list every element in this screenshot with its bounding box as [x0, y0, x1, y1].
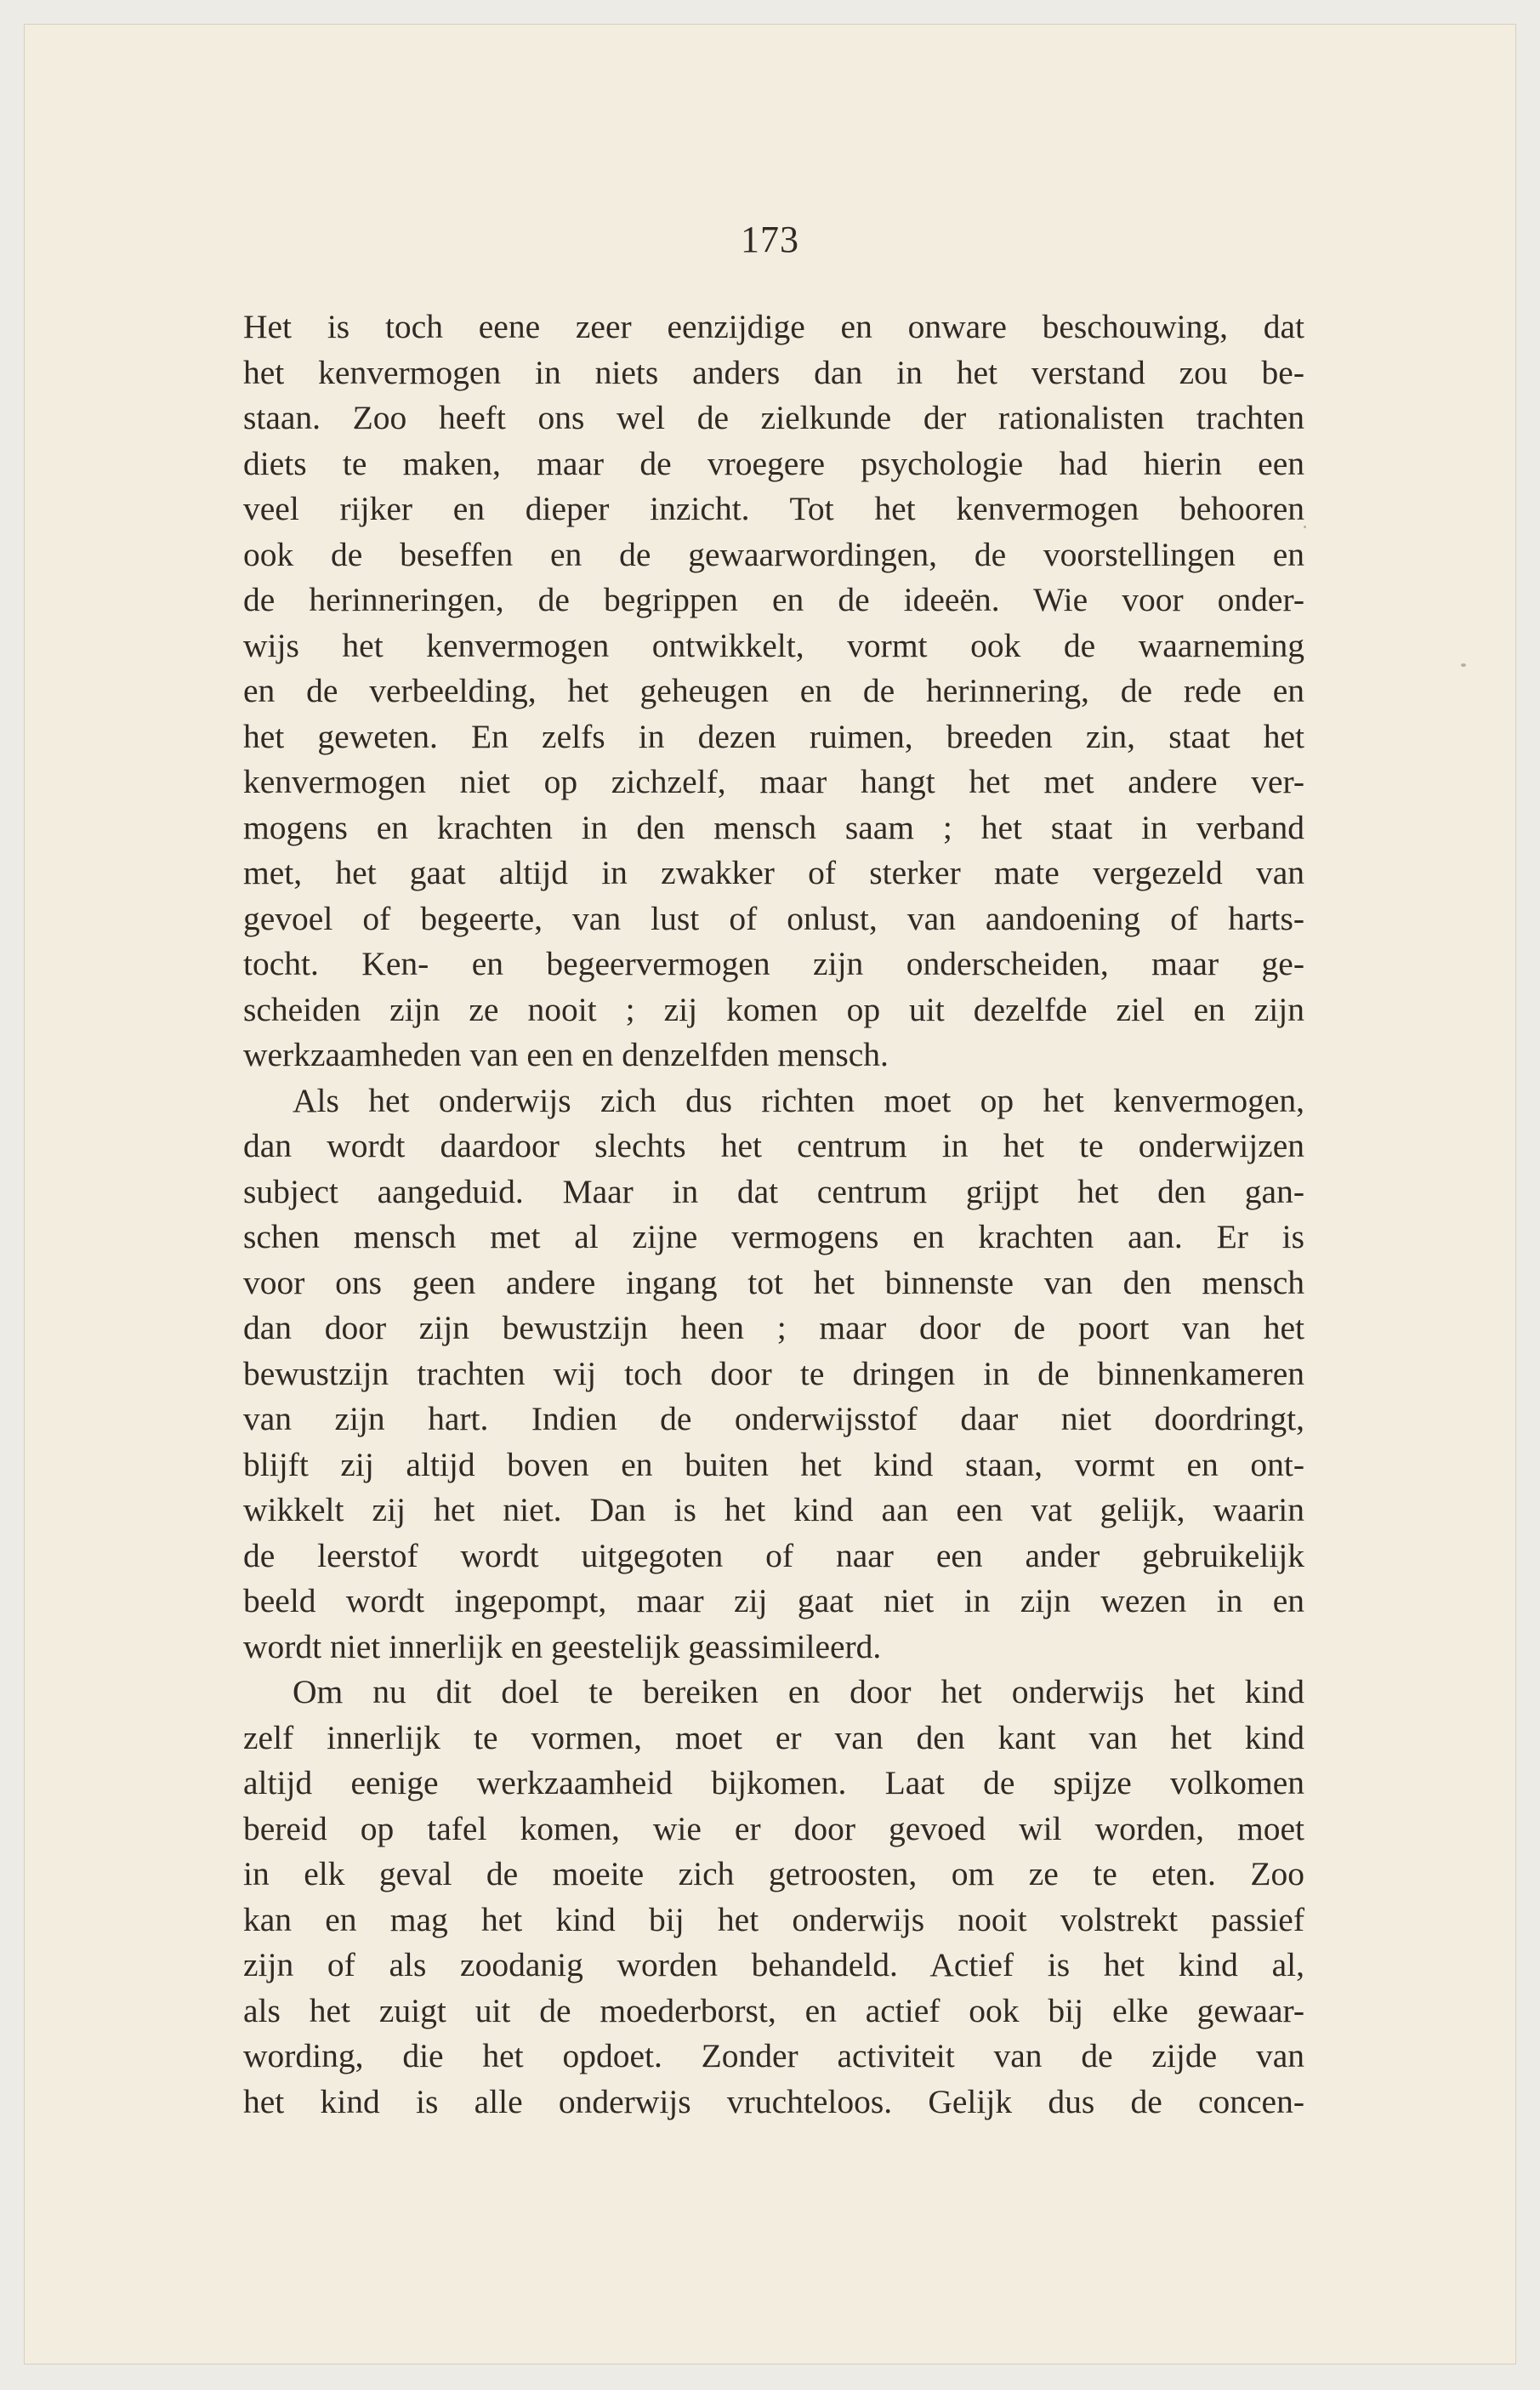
- text-line: schen mensch met al zijne vermogens en krachten aan. Er is: [243, 1218, 1304, 1255]
- text-line: wikkelt zij het niet. Dan is het kind aan een vat gelijk, waarin: [243, 1491, 1304, 1528]
- text-line: bereid op tafel komen, wie er door gevoed wil worden, moet: [243, 1809, 1304, 1847]
- text-line: Als het onderwijs zich dus richten moet op het kenvermogen,: [293, 1081, 1304, 1119]
- text-line: beeld wordt ingepompt, maar zij gaat niet in zijn wezen in en: [243, 1582, 1304, 1619]
- text-line: het kenvermogen in niets anders dan in het verstand zou be-: [243, 353, 1304, 391]
- text-line: bewustzijn trachten wij toch door te dringen in de binnenkameren: [243, 1354, 1304, 1392]
- text-line: de herinneringen, de begrippen en de ideeën. Wie voor onder-: [243, 581, 1304, 618]
- body-text: [243, 304, 1304, 2125]
- text-line: en de verbeelding, het geheugen en de herinnering, de rede en: [243, 672, 1304, 709]
- text-line: zijn of als zoodanig worden behandeld. Actief is het kind al,: [243, 1946, 1304, 1983]
- text-line: de leerstof wordt uitgegoten of naar een ander gebruikelijk: [243, 1536, 1304, 1574]
- text-line: van zijn hart. Indien de onderwijsstof daar niet doordringt,: [243, 1400, 1304, 1437]
- paragraph-2: [243, 1078, 1304, 1670]
- text-line: wijs het kenvermogen ontwikkelt, vormt ook de waarneming: [243, 626, 1304, 664]
- paragraph-3: [243, 1670, 1304, 2125]
- text-line: blijft zij altijd boven en buiten het kind staan, vormt en ont-: [243, 1445, 1304, 1483]
- text-line: het kind is alle onderwijs vruchteloos. Gelijk dus de concen-: [243, 2082, 1304, 2120]
- text-line: veel rijker en dieper inzicht. Tot het kenvermogen behooren: [243, 490, 1304, 527]
- text-line: het geweten. En zelfs in dezen ruimen, breeden zin, staat het: [243, 717, 1304, 755]
- text-line: wordt niet innerlijk en geestelijk geassimileerd.: [243, 1627, 882, 1665]
- text-line: kenvermogen niet op zichzelf, maar hangt het met andere ver-: [243, 763, 1304, 800]
- page-number: 173: [741, 219, 799, 260]
- text-line: diets te maken, maar de vroegere psychologie had hierin een: [243, 444, 1304, 482]
- text-line: altijd eenige werkzaamheid bijkomen. Laat de spijze volkomen: [243, 1764, 1304, 1801]
- text-line: Het is toch eene zeer eenzijdige en onware beschouwing, dat: [243, 308, 1304, 345]
- text-line: werkzaamheden van een en denzelfden mensch.: [243, 1036, 889, 1073]
- text-line: mogens en krachten in den mensch saam ; het staat in verband: [243, 808, 1304, 846]
- text-line: ook de beseffen en de gewaarwordingen, de voorstellingen en: [243, 535, 1304, 573]
- text-line: wording, die het opdoet. Zonder activiteit van de zijde van: [243, 2037, 1304, 2074]
- paper-speck: [1461, 663, 1466, 667]
- text-line: staan. Zoo heeft ons wel de zielkunde der rationalisten trachten: [243, 399, 1304, 436]
- text-line: voor ons geen andere ingang tot het binnenste van den mensch: [243, 1263, 1304, 1301]
- text-line: kan en mag het kind bij het onderwijs nooit volstrekt passief: [243, 1900, 1304, 1938]
- text-line: als het zuigt uit de moederborst, en actief ook bij elke gewaar-: [243, 1991, 1304, 2029]
- text-line: dan wordt daardoor slechts het centrum in het te onderwijzen: [243, 1127, 1304, 1164]
- text-line: met, het gaat altijd in zwakker of sterker mate vergezeld van: [243, 854, 1304, 891]
- text-line: subject aangeduid. Maar in dat centrum grijpt het den gan-: [243, 1172, 1304, 1210]
- text-line: zelf innerlijk te vormen, moet er van den kant van het kind: [243, 1718, 1304, 1756]
- book-page: [24, 24, 1516, 2364]
- text-line: in elk geval de moeite zich getroosten, om ze te eten. Zoo: [243, 1855, 1304, 1892]
- paragraph-1: [243, 304, 1304, 1078]
- text-line: scheiden zijn ze nooit ; zij komen op uit dezelfde ziel en zijn: [243, 990, 1304, 1028]
- text-line: Om nu dit doel te bereiken en door het onderwijs het kind: [293, 1673, 1304, 1710]
- text-line: gevoel of begeerte, van lust of onlust, van aandoening of harts-: [243, 899, 1304, 937]
- text-line: dan door zijn bewustzijn heen ; maar door de poort van het: [243, 1309, 1304, 1346]
- text-line: tocht. Ken- en begeervermogen zijn onderscheiden, maar ge-: [243, 945, 1304, 982]
